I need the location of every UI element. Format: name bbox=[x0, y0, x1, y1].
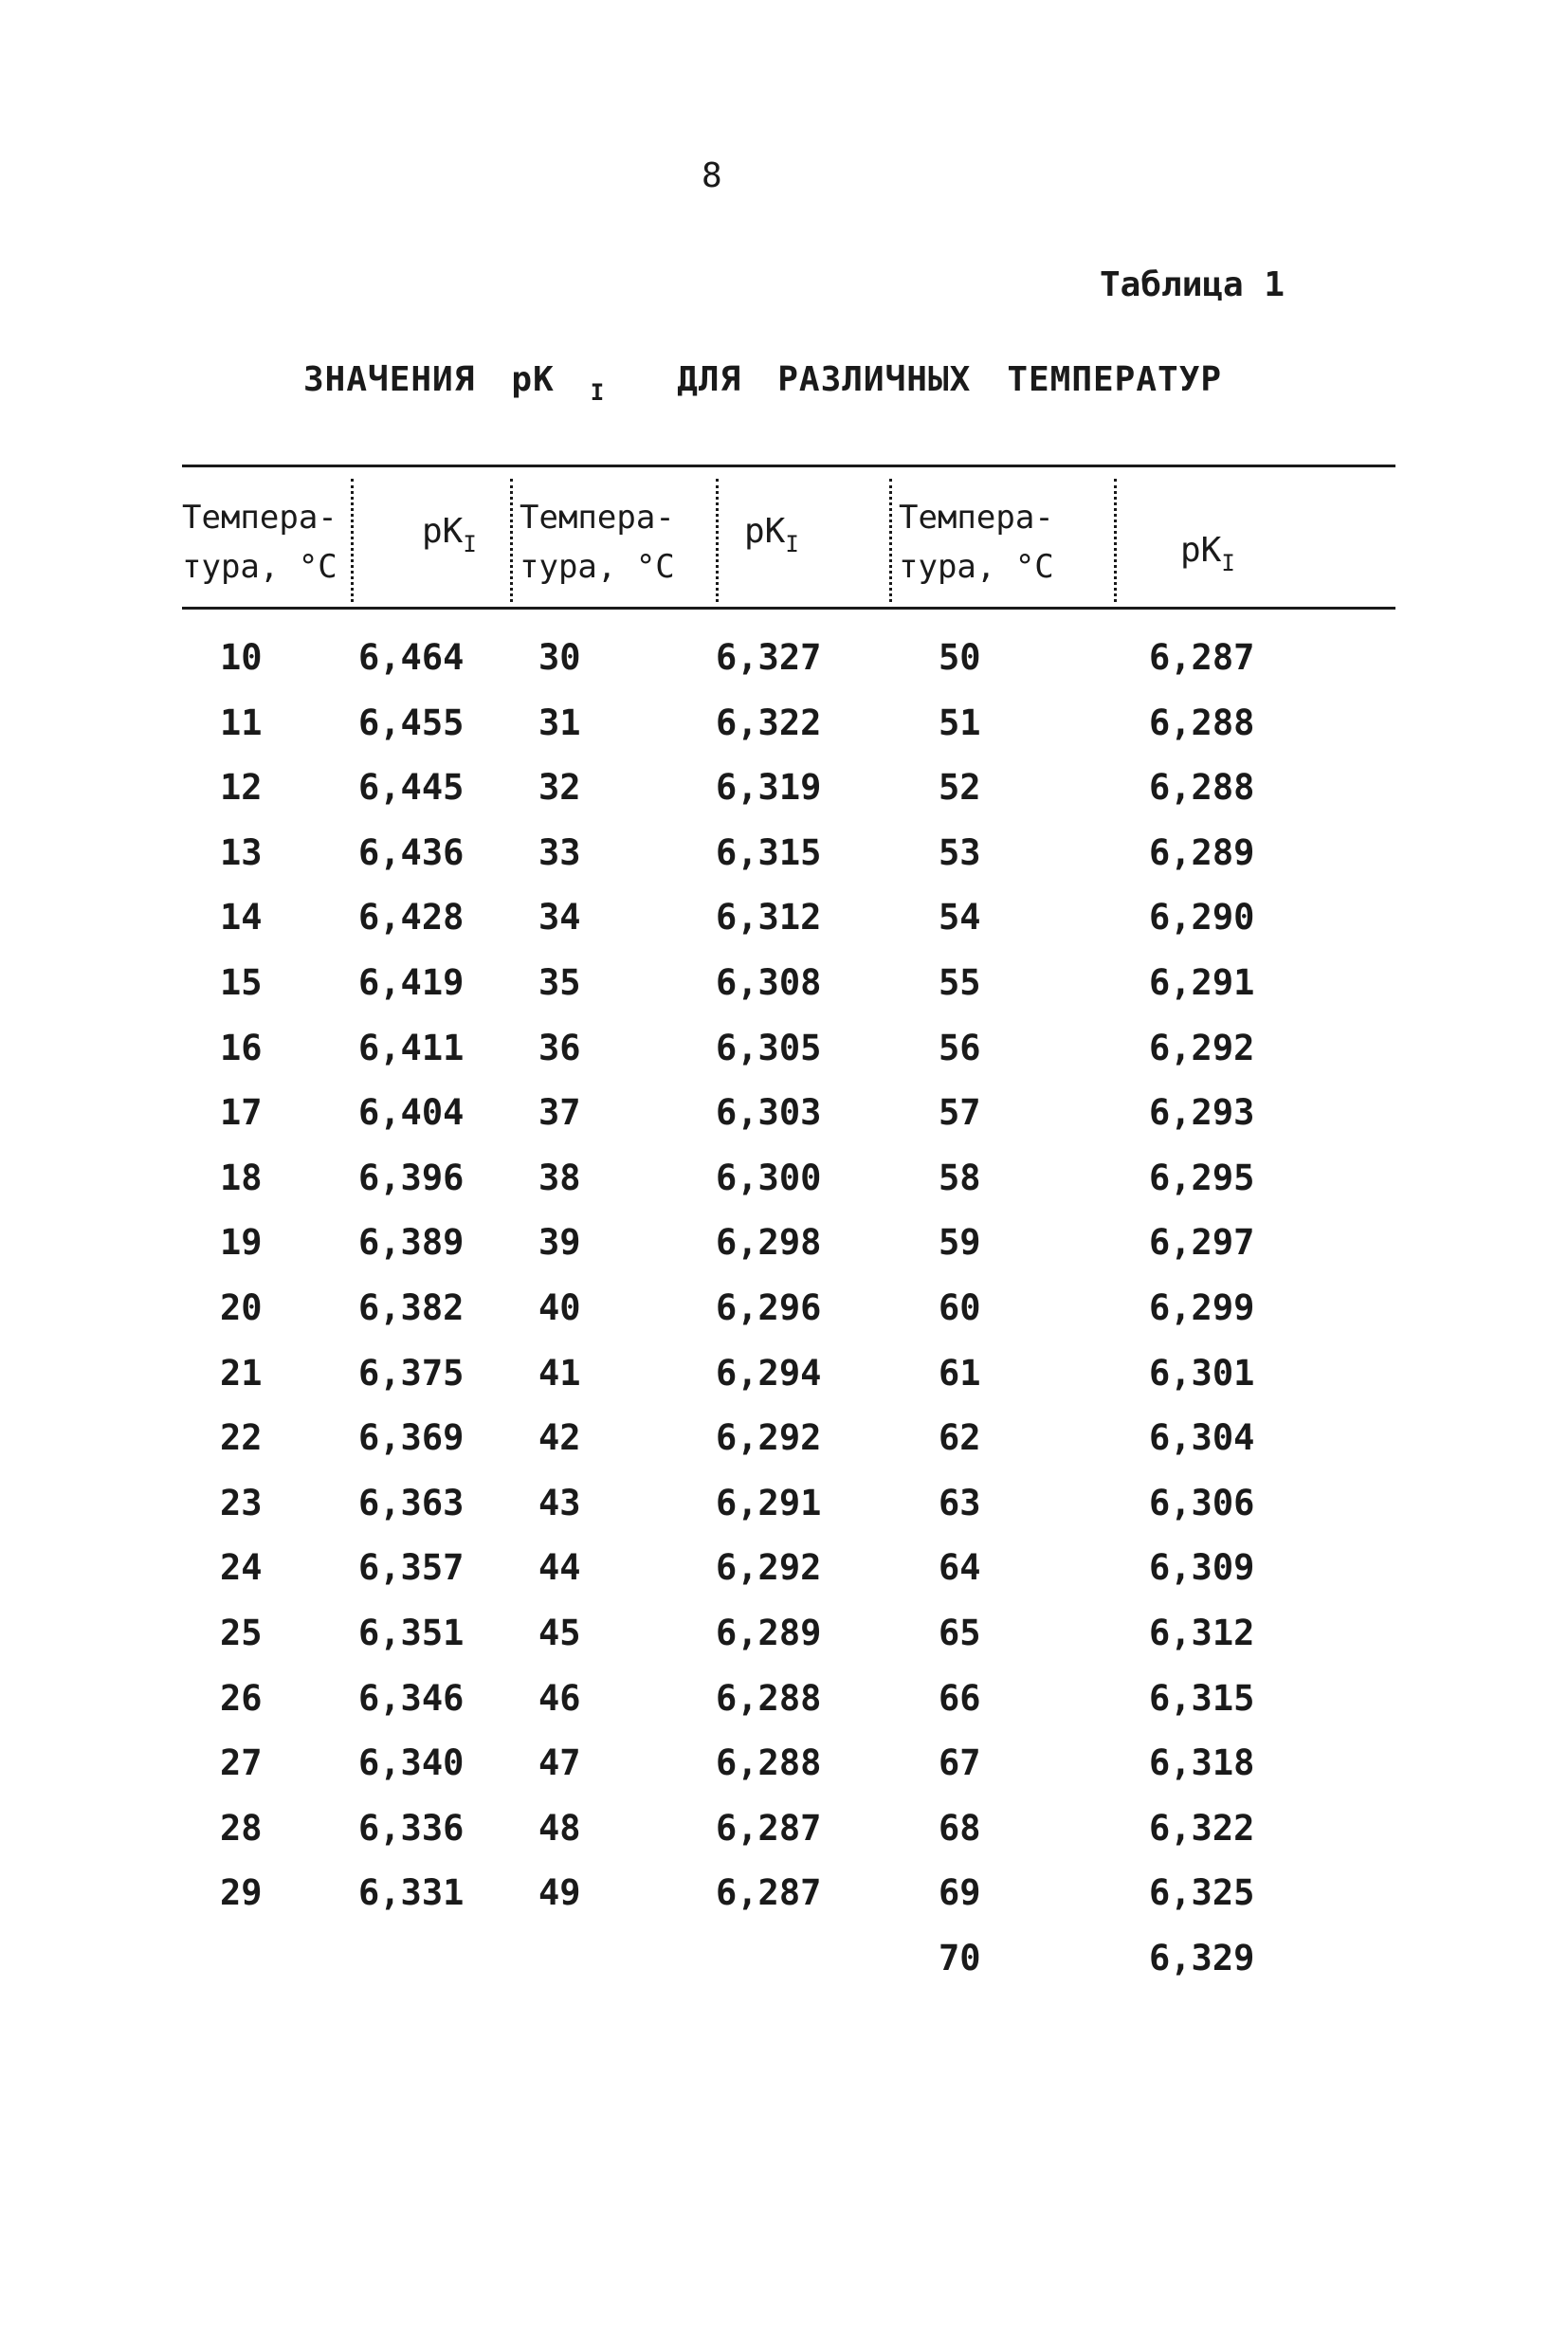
temperature-cell: 13 bbox=[220, 832, 263, 873]
temperature-cell: 41 bbox=[538, 1353, 581, 1394]
temperature-cell: 69 bbox=[939, 1872, 981, 1913]
pk-value-cell: 6,375 bbox=[358, 1353, 465, 1394]
header-separator bbox=[716, 479, 719, 602]
title-word-values: ЗНАЧЕНИЯ bbox=[303, 360, 476, 399]
temperature-cell: 44 bbox=[538, 1547, 581, 1588]
pk-value-cell: 6,331 bbox=[358, 1872, 465, 1913]
header-pk-1: $pK_I$ bbox=[422, 512, 477, 557]
pk-value-cell: 6,396 bbox=[358, 1158, 465, 1198]
pk-value-cell: 6,292 bbox=[1149, 1028, 1255, 1068]
pk-value-cell: 6,455 bbox=[358, 702, 465, 743]
page-number: 8 bbox=[702, 156, 722, 195]
pk-value-cell: 6,327 bbox=[716, 637, 822, 678]
temperature-cell: 66 bbox=[939, 1678, 981, 1719]
pk-value-cell: 6,305 bbox=[716, 1028, 822, 1068]
temperature-cell: 46 bbox=[538, 1678, 581, 1719]
pk-value-cell: 6,290 bbox=[1149, 897, 1255, 938]
header-temperature-3: Темпера- тура, °С bbox=[899, 499, 1054, 586]
table-title bbox=[303, 360, 1258, 406]
temperature-cell: 57 bbox=[939, 1092, 981, 1133]
temperature-cell: 50 bbox=[939, 637, 981, 678]
table-label: Таблица 1 bbox=[1100, 265, 1285, 304]
temperature-cell: 43 bbox=[538, 1483, 581, 1523]
pk-value-cell: 6,293 bbox=[1149, 1092, 1255, 1133]
header-separator bbox=[351, 479, 354, 602]
pk-value-cell: 6,301 bbox=[1149, 1353, 1255, 1394]
pk-value-cell: 6,297 bbox=[1149, 1222, 1255, 1263]
pk-value-cell: 6,287 bbox=[716, 1808, 822, 1849]
pk-value-cell: 6,315 bbox=[716, 832, 822, 873]
pk-value-cell: 6,318 bbox=[1149, 1742, 1255, 1783]
title-word-temperatures: ТЕМПЕРАТУР bbox=[1007, 360, 1223, 399]
temperature-cell: 23 bbox=[220, 1483, 263, 1523]
temperature-cell: 29 bbox=[220, 1872, 263, 1913]
pk-value-cell: 6,464 bbox=[358, 637, 465, 678]
pk-value-cell: 6,312 bbox=[1149, 1613, 1255, 1653]
temperature-cell: 24 bbox=[220, 1547, 263, 1588]
pk-value-cell: 6,389 bbox=[358, 1222, 465, 1263]
temperature-cell: 38 bbox=[538, 1158, 581, 1198]
temperature-cell: 54 bbox=[939, 897, 981, 938]
pk-value-cell: 6,419 bbox=[358, 962, 465, 1003]
header-separator bbox=[889, 479, 892, 602]
header-separator bbox=[1114, 479, 1117, 602]
pk-value-cell: 6,363 bbox=[358, 1483, 465, 1523]
temperature-cell: 64 bbox=[939, 1547, 981, 1588]
temperature-cell: 65 bbox=[939, 1613, 981, 1653]
header-temperature-1: Темпера- тура, °С bbox=[182, 499, 337, 586]
pk-value-cell: 6,319 bbox=[716, 767, 822, 808]
temperature-cell: 37 bbox=[538, 1092, 581, 1133]
title-word-various: РАЗЛИЧНЫХ bbox=[777, 360, 972, 399]
temperature-cell: 14 bbox=[220, 897, 263, 938]
temperature-cell: 15 bbox=[220, 962, 263, 1003]
pk-value-cell: 6,288 bbox=[1149, 702, 1255, 743]
pk-value-cell: 6,315 bbox=[1149, 1678, 1255, 1719]
temperature-cell: 45 bbox=[538, 1613, 581, 1653]
pk-value-cell: 6,291 bbox=[1149, 962, 1255, 1003]
temperature-cell: 21 bbox=[220, 1353, 263, 1394]
pk-value-cell: 6,291 bbox=[716, 1483, 822, 1523]
temperature-cell: 59 bbox=[939, 1222, 981, 1263]
pk-value-cell: 6,306 bbox=[1149, 1483, 1255, 1523]
temperature-cell: 58 bbox=[939, 1158, 981, 1198]
pk-value-cell: 6,303 bbox=[716, 1092, 822, 1133]
header-pk-2: $pK_I$ bbox=[744, 512, 799, 557]
temperature-cell: 30 bbox=[538, 637, 581, 678]
temperature-cell: 10 bbox=[220, 637, 263, 678]
temperature-cell: 68 bbox=[939, 1808, 981, 1849]
pk-value-cell: 6,292 bbox=[716, 1547, 822, 1588]
table-header-rule bbox=[182, 607, 1395, 610]
pk-value-cell: 6,299 bbox=[1149, 1287, 1255, 1328]
temperature-cell: 16 bbox=[220, 1028, 263, 1068]
pk-value-cell: 6,351 bbox=[358, 1613, 465, 1653]
temperature-cell: 35 bbox=[538, 962, 581, 1003]
pk-value-cell: 6,382 bbox=[358, 1287, 465, 1328]
pk-value-cell: 6,298 bbox=[716, 1222, 822, 1263]
header-temperature-2: Темпера- тура, °С bbox=[520, 499, 675, 586]
temperature-cell: 39 bbox=[538, 1222, 581, 1263]
pk-value-cell: 6,300 bbox=[716, 1158, 822, 1198]
temperature-cell: 28 bbox=[220, 1808, 263, 1849]
pk-value-cell: 6,287 bbox=[1149, 637, 1255, 678]
temperature-cell: 11 bbox=[220, 702, 263, 743]
temperature-cell: 36 bbox=[538, 1028, 581, 1068]
pk-value-cell: 6,325 bbox=[1149, 1872, 1255, 1913]
temperature-cell: 31 bbox=[538, 702, 581, 743]
temperature-cell: 25 bbox=[220, 1613, 263, 1653]
temperature-cell: 40 bbox=[538, 1287, 581, 1328]
pk-value-cell: 6,304 bbox=[1149, 1417, 1255, 1458]
pk-value-cell: 6,287 bbox=[716, 1872, 822, 1913]
pk-value-cell: 6,445 bbox=[358, 767, 465, 808]
temperature-cell: 12 bbox=[220, 767, 263, 808]
temperature-cell: 63 bbox=[939, 1483, 981, 1523]
pk-value-cell: 6,357 bbox=[358, 1547, 465, 1588]
temperature-cell: 18 bbox=[220, 1158, 263, 1198]
pk-value-cell: 6,309 bbox=[1149, 1547, 1255, 1588]
temperature-cell: 62 bbox=[939, 1417, 981, 1458]
pk-value-cell: 6,436 bbox=[358, 832, 465, 873]
temperature-cell: 27 bbox=[220, 1742, 263, 1783]
table-top-rule bbox=[182, 465, 1395, 467]
temperature-cell: 60 bbox=[939, 1287, 981, 1328]
title-word-for: ДЛЯ bbox=[677, 360, 742, 399]
pk-value-cell: 6,288 bbox=[1149, 767, 1255, 808]
header-separator bbox=[510, 479, 513, 602]
pk-value-cell: 6,346 bbox=[358, 1678, 465, 1719]
pk-value-cell: 6,289 bbox=[716, 1613, 822, 1653]
pk-value-cell: 6,428 bbox=[358, 897, 465, 938]
temperature-cell: 22 bbox=[220, 1417, 263, 1458]
temperature-cell: 49 bbox=[538, 1872, 581, 1913]
temperature-cell: 33 bbox=[538, 832, 581, 873]
pk-value-cell: 6,340 bbox=[358, 1742, 465, 1783]
temperature-cell: 52 bbox=[939, 767, 981, 808]
pk-value-cell: 6,288 bbox=[716, 1678, 822, 1719]
pk-value-cell: 6,294 bbox=[716, 1353, 822, 1394]
temperature-cell: 70 bbox=[939, 1938, 981, 1978]
temperature-cell: 17 bbox=[220, 1092, 263, 1133]
temperature-cell: 19 bbox=[220, 1222, 263, 1263]
pk-value-cell: 6,411 bbox=[358, 1028, 465, 1068]
pk-value-cell: 6,289 bbox=[1149, 832, 1255, 873]
temperature-cell: 42 bbox=[538, 1417, 581, 1458]
temperature-cell: 26 bbox=[220, 1678, 263, 1719]
temperature-cell: 55 bbox=[939, 962, 981, 1003]
temperature-cell: 48 bbox=[538, 1808, 581, 1849]
pk-value-cell: 6,296 bbox=[716, 1287, 822, 1328]
header-pk-3: $pK_I$ bbox=[1180, 531, 1235, 576]
pk-value-cell: 6,292 bbox=[716, 1417, 822, 1458]
temperature-cell: 47 bbox=[538, 1742, 581, 1783]
pk-value-cell: 6,322 bbox=[1149, 1808, 1255, 1849]
pk-value-cell: 6,322 bbox=[716, 702, 822, 743]
temperature-cell: 67 bbox=[939, 1742, 981, 1783]
temperature-cell: 20 bbox=[220, 1287, 263, 1328]
pk-value-cell: 6,312 bbox=[716, 897, 822, 938]
temperature-cell: 53 bbox=[939, 832, 981, 873]
temperature-cell: 32 bbox=[538, 767, 581, 808]
pk-value-cell: 6,295 bbox=[1149, 1158, 1255, 1198]
pk-value-cell: 6,369 bbox=[358, 1417, 465, 1458]
temperature-cell: 56 bbox=[939, 1028, 981, 1068]
title-pk: pK $_I$ bbox=[511, 360, 606, 406]
pk-value-cell: 6,404 bbox=[358, 1092, 465, 1133]
pk-value-cell: 6,308 bbox=[716, 962, 822, 1003]
pk-value-cell: 6,336 bbox=[358, 1808, 465, 1849]
temperature-cell: 34 bbox=[538, 897, 581, 938]
temperature-cell: 61 bbox=[939, 1353, 981, 1394]
pk-value-cell: 6,288 bbox=[716, 1742, 822, 1783]
temperature-cell: 51 bbox=[939, 702, 981, 743]
pk-value-cell: 6,329 bbox=[1149, 1938, 1255, 1978]
